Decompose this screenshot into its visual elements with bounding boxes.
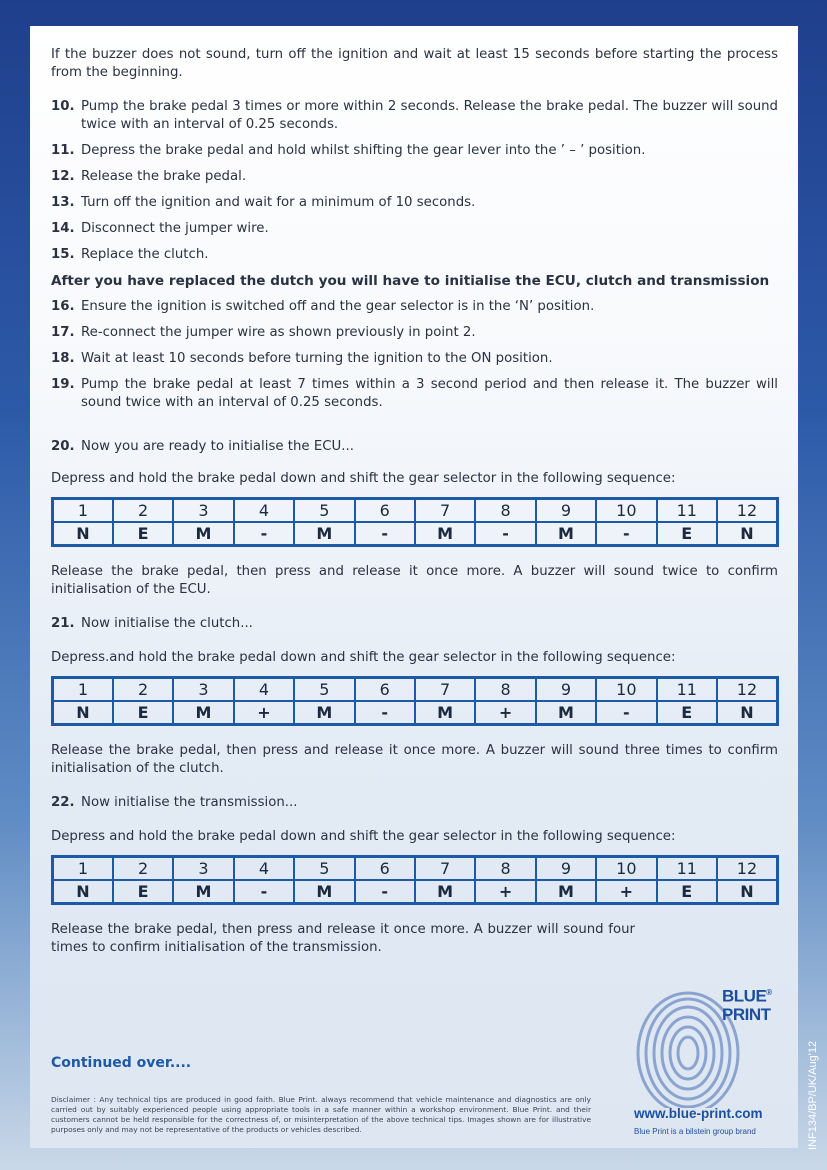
gear-cell: E: [657, 880, 717, 904]
gear-cell: N: [53, 701, 113, 725]
step-22: 22. Now initialise the transmission...: [51, 795, 298, 810]
gear-cell: -: [234, 522, 294, 546]
position-cell: 4: [234, 857, 294, 881]
position-cell: 2: [113, 678, 173, 702]
sequence-instruction-clutch: Depress.and hold the brake pedal down and shift the gear selector in the following sequence:: [51, 650, 676, 665]
position-cell: 11: [657, 499, 717, 523]
brand-wordmark: BLUE® PRINT: [722, 986, 772, 1024]
intro-paragraph: If the buzzer does not sound, turn off the ignition and wait at least 15 seconds before starting the process from the beginning.: [51, 47, 778, 80]
gear-cell: +: [475, 701, 535, 725]
gear-cell: M: [294, 522, 354, 546]
gear-cell: E: [113, 880, 173, 904]
gear-cell: E: [657, 522, 717, 546]
position-cell: 2: [113, 857, 173, 881]
gear-cell: N: [53, 880, 113, 904]
gear-cell: -: [234, 880, 294, 904]
step-21: 21. Now initialise the clutch...: [51, 616, 253, 631]
step-item: 17. Re-connect the jumper wire as shown previously in point 2.: [51, 325, 476, 340]
section-heading: After you have replaced the dutch you will have to initialise the ECU, clutch and transmission: [51, 273, 770, 289]
document-code: INF134/BP/UK/Aug'12: [807, 1040, 819, 1150]
step-list-a: [51, 98, 778, 264]
position-cell: 9: [536, 857, 596, 881]
gear-cell: M: [173, 522, 233, 546]
gear-cell: E: [113, 701, 173, 725]
step-item: 10. Pump the brake pedal 3 times or more within 2 seconds. Release the brake pedal. The buzzer will sound twice with an interval of 0.25 seconds.: [51, 99, 778, 132]
gear-cell: -: [355, 522, 415, 546]
gear-cell: -: [355, 880, 415, 904]
sequence-instruction-ecu: Depress and hold the brake pedal down and shift the gear selector in the following sequence:: [51, 471, 676, 486]
gear-cell: -: [475, 522, 535, 546]
position-cell: 8: [475, 678, 535, 702]
gear-cell: M: [173, 701, 233, 725]
position-cell: 6: [355, 499, 415, 523]
position-cell: 9: [536, 678, 596, 702]
step-list-b: [51, 298, 778, 412]
gear-cell: M: [536, 522, 596, 546]
sequence-instruction-transmission: Depress and hold the brake pedal down and shift the gear selector in the following sequence:: [51, 829, 676, 844]
position-cell: 12: [717, 678, 778, 702]
gear-cell: M: [173, 880, 233, 904]
position-row: [53, 857, 778, 881]
gear-cell: M: [536, 701, 596, 725]
gear-cell: M: [415, 701, 475, 725]
position-cell: 2: [113, 499, 173, 523]
position-cell: 6: [355, 857, 415, 881]
position-cell: 9: [536, 499, 596, 523]
gear-cell: -: [355, 701, 415, 725]
gear-cell: E: [657, 701, 717, 725]
gear-cell: M: [294, 880, 354, 904]
position-cell: 7: [415, 857, 475, 881]
position-cell: 12: [717, 499, 778, 523]
gear-row: [53, 701, 778, 725]
release-transmission-text: Release the brake pedal, then press and release it once more. A buzzer will sound four times to confirm initialisation of the transmission.: [51, 922, 635, 955]
position-cell: 7: [415, 499, 475, 523]
gear-row: [53, 880, 778, 904]
step-item: 15. Replace the clutch.: [51, 247, 209, 262]
step-item: 13. Turn off the ignition and wait for a minimum of 10 seconds.: [51, 195, 476, 210]
step-20: 20. Now you are ready to initialise the ECU...: [51, 439, 354, 454]
position-cell: 5: [294, 678, 354, 702]
position-cell: 1: [53, 678, 113, 702]
position-cell: 5: [294, 857, 354, 881]
gear-cell: N: [717, 701, 778, 725]
position-row: [53, 678, 778, 702]
gear-cell: N: [53, 522, 113, 546]
gear-cell: M: [536, 880, 596, 904]
position-cell: 8: [475, 499, 535, 523]
position-cell: 11: [657, 678, 717, 702]
step-item: 16. Ensure the ignition is switched off and the gear selector is in the ‘N’ position.: [51, 299, 595, 314]
position-cell: 3: [173, 678, 233, 702]
gear-cell: N: [717, 522, 778, 546]
gear-cell: -: [596, 701, 656, 725]
gear-row: [53, 522, 778, 546]
transmission-sequence-table: [51, 855, 779, 905]
step-item: 12. Release the brake pedal.: [51, 169, 247, 184]
continued-over-label: Continued over....: [51, 1055, 192, 1071]
position-cell: 4: [234, 499, 294, 523]
step-item: 18. Wait at least 10 seconds before turning the ignition to the ON position.: [51, 351, 553, 366]
gear-cell: N: [717, 880, 778, 904]
position-cell: 10: [596, 678, 656, 702]
position-cell: 7: [415, 678, 475, 702]
position-cell: 6: [355, 678, 415, 702]
gear-cell: +: [475, 880, 535, 904]
position-cell: 3: [173, 499, 233, 523]
position-cell: 5: [294, 499, 354, 523]
release-ecu-text: Release the brake pedal, then press and release it once more. A buzzer will sound twice to confirm initialisation of the ECU.: [51, 564, 778, 597]
position-row: [53, 499, 778, 523]
step-item: 11. Depress the brake pedal and hold whilst shifting the gear lever into the ’ – ’ position.: [51, 143, 646, 158]
ecu-sequence-table: [51, 497, 779, 547]
gear-cell: E: [113, 522, 173, 546]
gear-cell: -: [596, 522, 656, 546]
step-item: 19. Pump the brake pedal at least 7 times within a 3 second period and then release it. The buzzer will sound twice with an interval of 0.25 seconds.: [51, 377, 778, 410]
position-cell: 3: [173, 857, 233, 881]
release-clutch-text: Release the brake pedal, then press and release it once more. A buzzer will sound three times to confirm initialisation of the clutch.: [51, 743, 778, 776]
position-cell: 4: [234, 678, 294, 702]
position-cell: 8: [475, 857, 535, 881]
disclaimer-text: Disclaimer : Any technical tips are produced in good faith. Blue Print. always recommend that vehicle maintenance and diagnostics are only carried out by suitably experienced people using appropriate tools in a safe manner within a workshop environment. Blue Print. and their customers cannot be held responsible for the correctness of, or misinterpretation of the above technical tips. Images shown are for illustrative purposes only and may not be representative of the products or vehicles described.: [51, 1095, 591, 1134]
brand-tagline: Blue Print is a bilstein group brand: [634, 1127, 756, 1136]
gear-cell: +: [234, 701, 294, 725]
clutch-sequence-table: [51, 676, 779, 726]
gear-cell: M: [415, 522, 475, 546]
website-url: www.blue-print.com: [634, 1106, 763, 1121]
gear-cell: +: [596, 880, 656, 904]
position-cell: 1: [53, 499, 113, 523]
position-cell: 10: [596, 857, 656, 881]
position-cell: 12: [717, 857, 778, 881]
document-content: [51, 46, 778, 957]
position-cell: 1: [53, 857, 113, 881]
position-cell: 10: [596, 499, 656, 523]
gear-cell: M: [294, 701, 354, 725]
gear-cell: M: [415, 880, 475, 904]
position-cell: 11: [657, 857, 717, 881]
step-item: 14. Disconnect the jumper wire.: [51, 221, 269, 236]
